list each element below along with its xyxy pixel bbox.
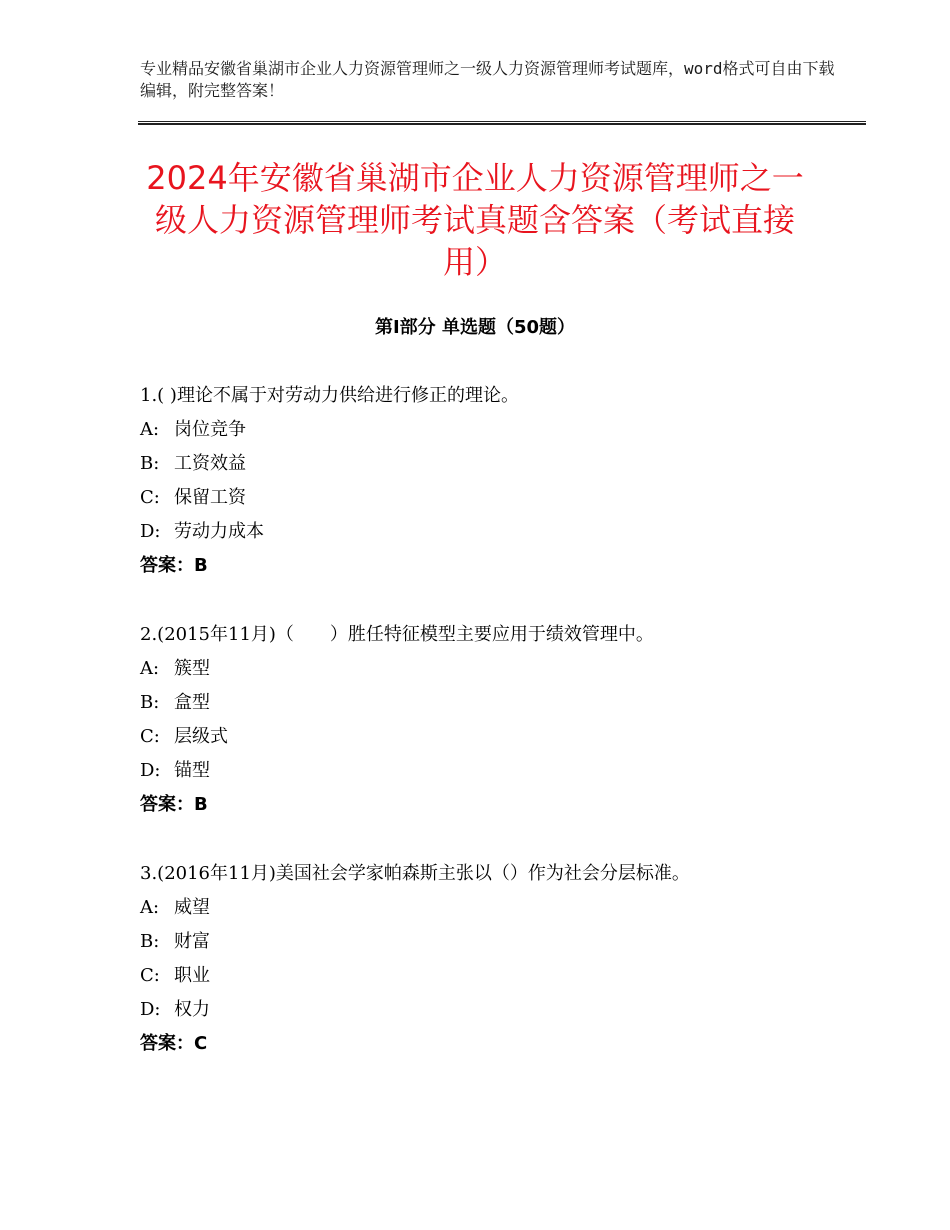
option-key: D: bbox=[140, 999, 161, 1020]
option-a bbox=[140, 417, 840, 451]
option-c bbox=[140, 724, 840, 758]
option-c bbox=[140, 485, 840, 519]
option-b bbox=[140, 690, 840, 724]
option-a bbox=[140, 895, 840, 929]
option-key: C: bbox=[140, 487, 160, 508]
header-note: 专业精品安徽省巢湖市企业人力资源管理师之一级人力资源管理师考试题库，word格式可自由下载编辑，附完整答案！ bbox=[140, 59, 835, 100]
option-c bbox=[140, 963, 840, 997]
option-key: C: bbox=[140, 726, 160, 747]
section-heading: 第Ⅰ部分 单选题（50题） bbox=[374, 317, 575, 338]
question-1 bbox=[140, 383, 840, 587]
option-text: 簇型 bbox=[174, 658, 210, 679]
option-text: 权力 bbox=[174, 999, 210, 1020]
question-stem: 3.(2016年11月)美国社会学家帕森斯主张以（）作为社会分层标准。 bbox=[140, 863, 690, 884]
answer: 答案：B bbox=[140, 555, 208, 576]
document-title: 2024年安徽省巢湖市企业人力资源管理师之一级人力资源管理师考试真题含答案（考试直接用） bbox=[146, 159, 804, 281]
option-text: 威望 bbox=[174, 897, 210, 918]
option-text: 职业 bbox=[174, 965, 210, 986]
option-b bbox=[140, 451, 840, 485]
option-b bbox=[140, 929, 840, 963]
option-key: A: bbox=[140, 419, 160, 440]
option-a bbox=[140, 656, 840, 690]
option-d bbox=[140, 997, 840, 1031]
option-key: B: bbox=[140, 453, 160, 474]
answer: 答案：C bbox=[140, 1033, 208, 1054]
option-key: D: bbox=[140, 521, 161, 542]
option-key: C: bbox=[140, 965, 160, 986]
option-key: B: bbox=[140, 692, 160, 713]
answer: 答案：B bbox=[140, 794, 208, 815]
question-stem: 2.(2015年11月)（ ）胜任特征模型主要应用于绩效管理中。 bbox=[140, 624, 654, 645]
question-2 bbox=[140, 622, 840, 826]
option-key: A: bbox=[140, 658, 160, 679]
header-divider bbox=[138, 121, 866, 125]
option-text: 层级式 bbox=[174, 726, 228, 747]
option-text: 岗位竞争 bbox=[174, 419, 246, 440]
option-key: B: bbox=[140, 931, 160, 952]
option-text: 劳动力成本 bbox=[174, 521, 264, 542]
question-3 bbox=[140, 861, 840, 1065]
option-text: 财富 bbox=[174, 931, 210, 952]
option-d bbox=[140, 519, 840, 553]
option-d bbox=[140, 758, 840, 792]
option-key: A: bbox=[140, 897, 160, 918]
option-key: D: bbox=[140, 760, 161, 781]
option-text: 锚型 bbox=[174, 760, 210, 781]
option-text: 盒型 bbox=[174, 692, 210, 713]
option-text: 保留工资 bbox=[174, 487, 246, 508]
question-stem: 1.( )理论不属于对劳动力供给进行修正的理论。 bbox=[140, 385, 519, 406]
option-text: 工资效益 bbox=[174, 453, 246, 474]
